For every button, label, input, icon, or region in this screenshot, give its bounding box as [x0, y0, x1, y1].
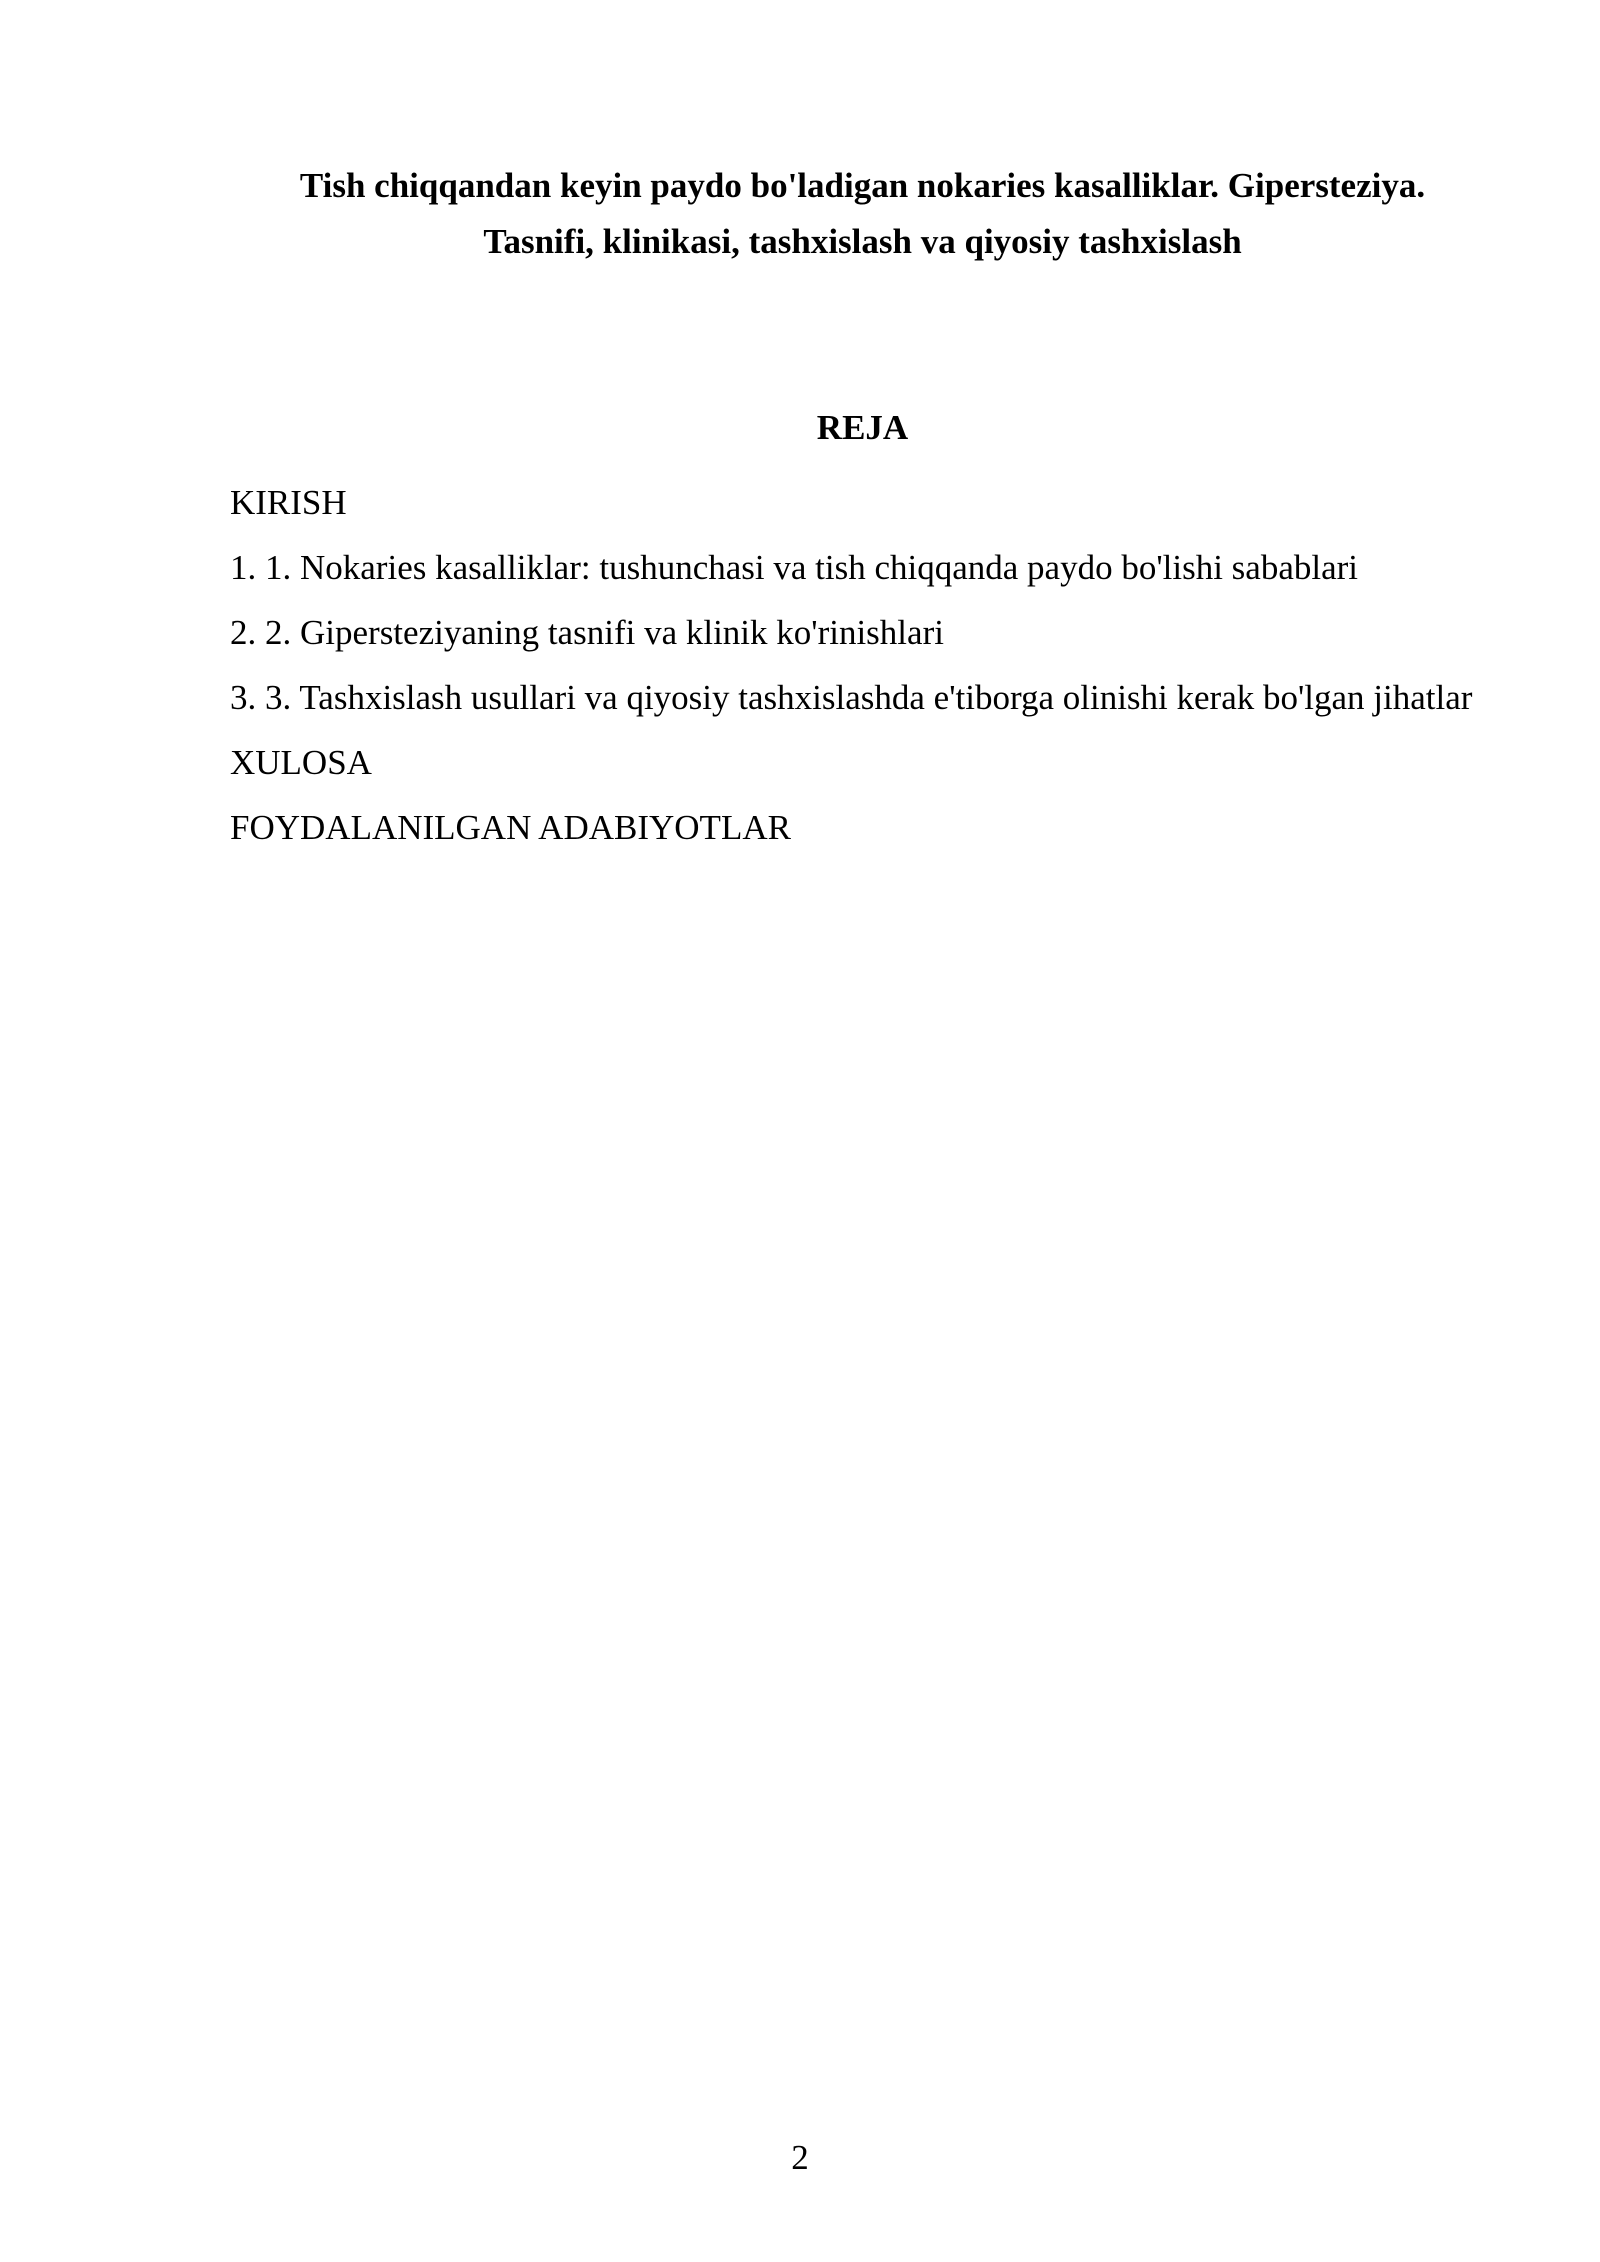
toc-item-introduction: KIRISH [230, 483, 347, 522]
toc-item-conclusion: XULOSA [230, 743, 372, 782]
plan-heading: REJA [816, 408, 909, 447]
document-title [230, 158, 1495, 270]
toc-item-references: FOYDALANILGAN ADABIYOTLAR [230, 808, 791, 847]
page-number: 2 [791, 2138, 809, 2177]
toc-item-1: 1. 1. Nokaries kasalliklar: tushunchasi va tish chiqqanda paydo bo'lishi sabablari [230, 548, 1358, 587]
title-line-2: Tasnifi, klinikasi, tashxislash va qiyosiy tashxislash [483, 222, 1242, 261]
table-of-contents [230, 474, 1495, 864]
toc-item-3: 3. 3. Tashxislash usullari va qiyosiy tashxislashda e'tiborga olinishi kerak bo'lgan jihatlar [230, 678, 1473, 717]
toc-item-2: 2. 2. Gipersteziyaning tasnifi va klinik ko'rinishlari [230, 613, 944, 652]
title-line-1: Tish chiqqandan keyin paydo bo'ladigan nokaries kasalliklar. Gipersteziya. [299, 166, 1426, 205]
